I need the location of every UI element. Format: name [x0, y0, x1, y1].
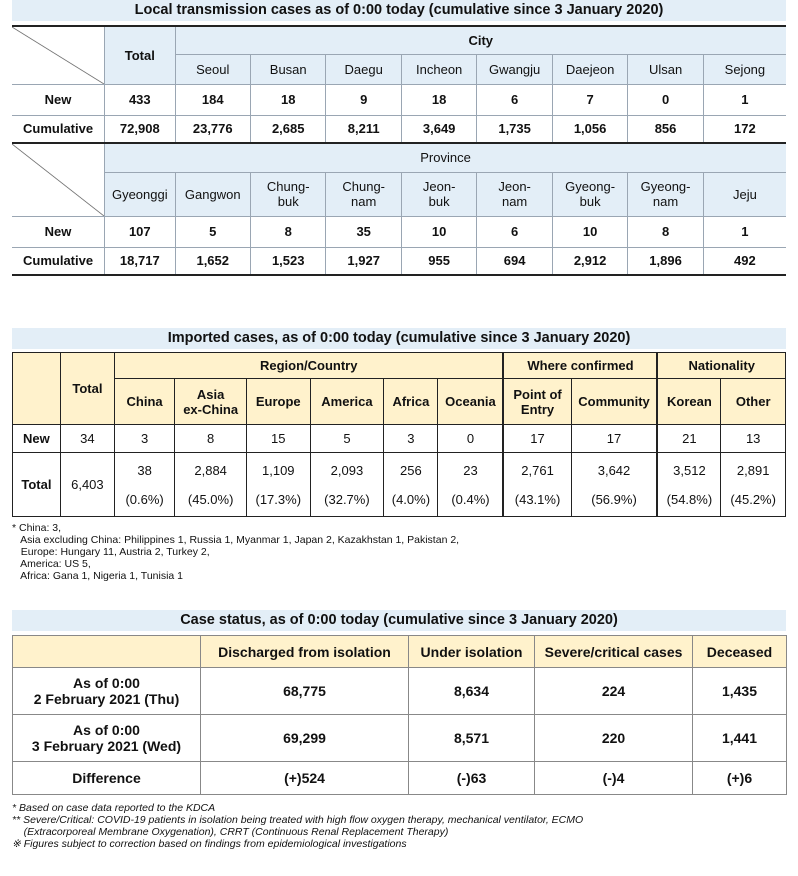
status-footnote-line: * Based on case data reported to the KDCA: [12, 802, 216, 814]
province-name-chung-buk: Chung- buk: [250, 172, 325, 216]
province-new-value: 10: [552, 216, 627, 247]
status-header-severe-critical-cases: Severe/critical cases: [535, 636, 693, 668]
imported-total-percent: (45.2%): [730, 491, 776, 507]
province-name-chung-nam: Chung- nam: [326, 172, 401, 216]
imported-new-value: 17: [503, 425, 571, 453]
imported-total-count: 2,761: [521, 462, 554, 478]
province-new-value: 35: [326, 216, 401, 247]
imported-total-percent: (0.4%): [451, 491, 490, 507]
imported-total-cell: [114, 453, 174, 517]
column-header-oceania: Oceania: [438, 379, 504, 425]
column-header-china: China: [114, 379, 174, 425]
status-value: 1,441: [693, 715, 787, 762]
total-cumulative: 72,908: [105, 115, 175, 143]
city-new-value: 18: [250, 84, 325, 115]
city-new-value: 7: [552, 84, 627, 115]
imported-total-count: 23: [463, 462, 478, 478]
province-new-value: 107: [105, 216, 175, 247]
imported-total-percent: (43.1%): [514, 491, 561, 507]
imported-section: [12, 328, 786, 582]
city-cumulative-value: 8,211: [326, 115, 401, 143]
imported-table: [12, 352, 786, 517]
status-header-under-isolation: Under isolation: [409, 636, 535, 668]
city-new-value: 1: [703, 84, 786, 115]
province-new-value: 6: [477, 216, 552, 247]
city-new-value: 0: [628, 84, 703, 115]
imported-total-count: 3,642: [597, 462, 631, 478]
region-header: Region/Country: [114, 353, 503, 379]
imported-title: Imported cases, as of 0:00 today (cumulative since 3 January 2020): [12, 328, 786, 349]
status-row: [13, 668, 787, 715]
city-cumulative-value: 856: [628, 115, 703, 143]
province-cumulative-value: 1,523: [250, 247, 325, 275]
imported-total-cell: [384, 453, 438, 517]
city-name-busan: Busan: [250, 54, 325, 84]
imported-note-line: America: US 5,: [12, 558, 91, 570]
imported-total-cell: [438, 453, 504, 517]
city-name-sejong: Sejong: [703, 54, 786, 84]
province-name-jeju: Jeju: [703, 172, 786, 216]
city-name-gwangju: Gwangju: [477, 54, 552, 84]
city-name-daegu: Daegu: [326, 54, 401, 84]
diagonal-header-cell: [12, 26, 105, 84]
imported-total-percent: (56.9%): [591, 491, 637, 507]
imported-note-line: Europe: Hungary 11, Austria 2, Turkey 2,: [12, 546, 210, 558]
province-new-value: 8: [250, 216, 325, 247]
province-cumulative-value: 694: [477, 247, 552, 275]
province-new-value: 1: [703, 216, 786, 247]
case-status-section: [12, 610, 786, 850]
imported-new-value: 3: [114, 425, 174, 453]
row-label-cumulative: Cumulative: [12, 247, 105, 275]
status-title: Case status, as of 0:00 today (cumulative since 3 January 2020): [12, 610, 786, 631]
imported-total-cell: [657, 453, 720, 517]
city-new-value: 9: [326, 84, 401, 115]
status-value: 1,435: [693, 668, 787, 715]
imported-total-count: 256: [400, 462, 422, 478]
province-cumulative-value: 2,912: [552, 247, 627, 275]
imported-new-value: 0: [438, 425, 504, 453]
status-header-discharged-from-isolation: Discharged from isolation: [201, 636, 409, 668]
row-label-new: New: [13, 425, 61, 453]
diagonal-header-cell: [12, 143, 105, 216]
imported-new-value: 13: [721, 425, 786, 453]
province-new-value: 8: [628, 216, 703, 247]
status-row-label: Difference: [13, 762, 201, 795]
province-cumulative-value: 18,717: [105, 247, 175, 275]
local-table: [12, 25, 786, 276]
status-value: 69,299: [201, 715, 409, 762]
nationality-header: Nationality: [657, 353, 785, 379]
imported-total-percent: (4.0%): [391, 491, 431, 507]
status-value: 68,775: [201, 668, 409, 715]
imported-total-new: 34: [60, 425, 114, 453]
imported-new-value: 5: [310, 425, 384, 453]
province-name-jeon-nam: Jeon- nam: [477, 172, 552, 216]
city-cumulative-value: 1,735: [477, 115, 552, 143]
province-cumulative-value: 955: [401, 247, 476, 275]
imported-total-count: 38: [137, 462, 152, 478]
column-header-asia-ex-china: Asia ex-China: [175, 379, 247, 425]
imported-new-value: 3: [384, 425, 438, 453]
corner-cell: [13, 353, 61, 425]
province-cumulative-value: 1,927: [326, 247, 401, 275]
imported-total-count: 1,109: [262, 462, 295, 478]
imported-total-cell: [721, 453, 786, 517]
status-footnote-line: ** Severe/Critical: COVID-19 patients in isolation being treated with high flow oxygen therapy, mechanical ventilator, ECMO: [12, 814, 584, 826]
imported-total-count: 3,512: [673, 462, 706, 478]
imported-total-cell: [503, 453, 571, 517]
city-cumulative-value: 3,649: [401, 115, 476, 143]
row-label-total: Total: [13, 453, 61, 517]
city-name-seoul: Seoul: [175, 54, 250, 84]
status-row: [13, 715, 787, 762]
column-header-point-of-entry: Point of Entry: [503, 379, 571, 425]
city-cumulative-value: 23,776: [175, 115, 250, 143]
province-name-gyeonggi: Gyeonggi: [105, 172, 175, 216]
status-value: 8,634: [409, 668, 535, 715]
imported-total-percent: (32.7%): [324, 491, 370, 507]
status-value: 8,571: [409, 715, 535, 762]
local-title: Local transmission cases as of 0:00 today (cumulative since 3 January 2020): [12, 0, 786, 21]
status-table: [12, 635, 787, 795]
province-name-jeon-buk: Jeon- buk: [401, 172, 476, 216]
column-header-europe: Europe: [247, 379, 310, 425]
imported-new-value: 15: [247, 425, 310, 453]
status-value: 220: [535, 715, 693, 762]
status-row-label: As of 0:00 3 February 2021 (Wed): [13, 715, 201, 762]
city-new-value: 18: [401, 84, 476, 115]
province-header: Province: [105, 143, 786, 172]
row-label-cumulative: Cumulative: [12, 115, 105, 143]
column-header-other: Other: [721, 379, 786, 425]
column-header-community: Community: [571, 379, 657, 425]
imported-total-percent: (45.0%): [187, 491, 234, 507]
imported-note-line: Africa: Gana 1, Nigeria 1, Tunisia 1: [12, 570, 184, 582]
imported-new-value: 21: [657, 425, 720, 453]
status-footnote-line: (Extracorporeal Membrane Oxygenation), CRRT (Continuous Renal Replacement Therapy): [12, 826, 449, 838]
imported-total-count: 2,093: [330, 462, 364, 478]
province-name-gyeong-buk: Gyeong- buk: [552, 172, 627, 216]
city-name-daejeon: Daejeon: [552, 54, 627, 84]
province-cumulative-value: 1,652: [175, 247, 250, 275]
city-header: City: [175, 26, 786, 54]
status-row-label: As of 0:00 2 February 2021 (Thu): [13, 668, 201, 715]
imported-total-count: 2,891: [736, 462, 770, 478]
province-cumulative-value: 492: [703, 247, 786, 275]
imported-note-line: * China: 3,: [12, 522, 62, 534]
imported-new-value: 17: [571, 425, 657, 453]
province-name-gangwon: Gangwon: [175, 172, 250, 216]
column-header-america: America: [310, 379, 384, 425]
local-transmission-section: [12, 0, 786, 276]
imported-total-value: 6,403: [60, 453, 114, 517]
city-name-ulsan: Ulsan: [628, 54, 703, 84]
row-label-new: New: [12, 216, 105, 247]
row-label-new: New: [12, 84, 105, 115]
corner-cell: [13, 636, 201, 668]
province-cumulative-value: 1,896: [628, 247, 703, 275]
imported-total-cell: [571, 453, 657, 517]
city-name-incheon: Incheon: [401, 54, 476, 84]
status-header-deceased: Deceased: [693, 636, 787, 668]
imported-note-line: Asia excluding China: Philippines 1, Russia 1, Myanmar 1, Japan 2, Kazakhstan 1, Pakistan 2,: [12, 534, 460, 546]
total-header: Total: [105, 26, 175, 84]
imported-total-cell: [175, 453, 247, 517]
total-new: 433: [105, 84, 175, 115]
imported-total-count: 2,884: [194, 462, 227, 478]
imported-total-percent: (0.6%): [125, 491, 164, 507]
column-header-africa: Africa: [384, 379, 438, 425]
status-footnote-line: ※ Figures subject to correction based on findings from epidemiological investigations: [12, 838, 407, 850]
status-value: (-)63: [409, 762, 535, 795]
city-cumulative-value: 2,685: [250, 115, 325, 143]
imported-total-cell: [310, 453, 384, 517]
imported-total-cell: [247, 453, 310, 517]
status-row: [13, 762, 787, 795]
column-header-korean: Korean: [657, 379, 720, 425]
where-confirmed-header: Where confirmed: [503, 353, 657, 379]
province-new-value: 5: [175, 216, 250, 247]
city-cumulative-value: 172: [703, 115, 786, 143]
total-header: Total: [60, 353, 114, 425]
province-name-gyeong-nam: Gyeong- nam: [628, 172, 703, 216]
imported-total-percent: (17.3%): [255, 491, 302, 507]
status-value: (-)4: [535, 762, 693, 795]
imported-new-value: 8: [175, 425, 247, 453]
imported-notes: [12, 522, 786, 582]
province-new-value: 10: [401, 216, 476, 247]
status-value: (+)6: [693, 762, 787, 795]
status-footnotes: [12, 802, 786, 850]
imported-total-percent: (54.8%): [666, 491, 713, 507]
city-new-value: 184: [175, 84, 250, 115]
city-new-value: 6: [477, 84, 552, 115]
status-value: (+)524: [201, 762, 409, 795]
city-cumulative-value: 1,056: [552, 115, 627, 143]
status-value: 224: [535, 668, 693, 715]
